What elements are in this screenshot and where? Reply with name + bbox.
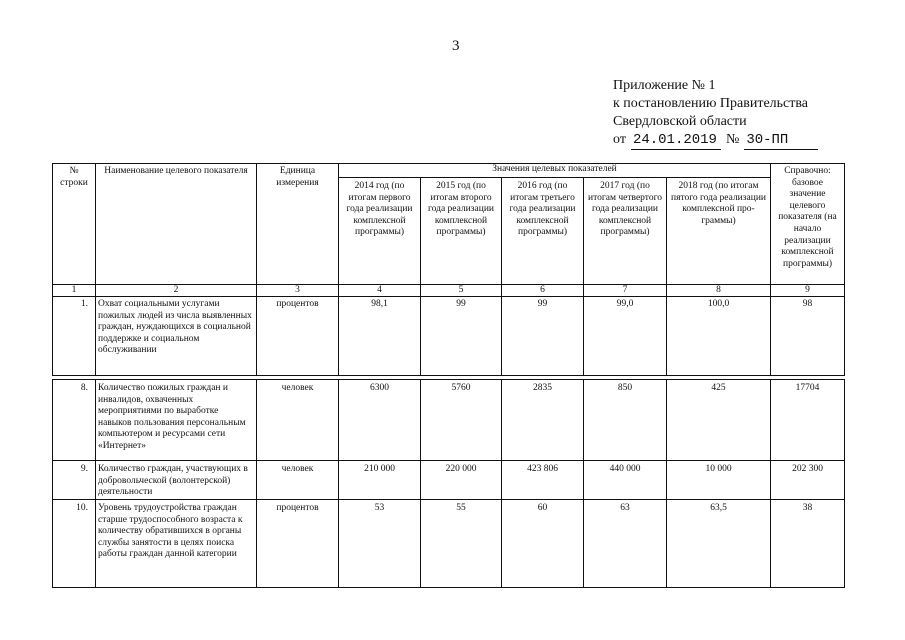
header-year-2016: 2016 год (по итогам третьего года реализации комплексной программы) — [502, 178, 584, 285]
value-2015: 220 000 — [421, 461, 502, 500]
value-2017: 440 000 — [584, 461, 667, 500]
indicator-name: Охват социальными услугами пожилых людей из числа выявленных граждан, нуждающихся в социальной поддержке и социальном обслуживании — [96, 297, 257, 376]
row-number: 8. — [53, 380, 96, 461]
value-2014: 98,1 — [339, 297, 421, 376]
value-2017: 99,0 — [584, 297, 667, 376]
table-row — [53, 297, 845, 376]
value-2018: 100,0 — [667, 297, 771, 376]
appendix-line-3: Свердловской области — [613, 114, 747, 129]
header-reference-base: Справочно: базовое значение целевого показателя (на начало реализации комплексной программы) — [771, 164, 845, 285]
header-year-2017: 2017 год (по итогам четвертого года реализации комплексной программы) — [584, 178, 667, 285]
column-index: 4 — [339, 285, 421, 297]
row-number: 10. — [53, 500, 96, 588]
table-row — [53, 500, 845, 588]
value-2014: 210 000 — [339, 461, 421, 500]
base-value: 17704 — [771, 380, 845, 461]
base-value: 98 — [771, 297, 845, 376]
value-2018: 425 — [667, 380, 771, 461]
appendix-line-2: к постановлению Правительства — [613, 96, 809, 111]
column-index: 7 — [584, 285, 667, 297]
column-index: 6 — [502, 285, 584, 297]
base-value: 38 — [771, 500, 845, 588]
value-2016: 423 806 — [502, 461, 584, 500]
appendix-title: Приложение № 1 — [613, 78, 716, 93]
value-2014: 6300 — [339, 380, 421, 461]
value-2018: 63,5 — [667, 500, 771, 588]
column-index: 3 — [257, 285, 339, 297]
value-2016: 60 — [502, 500, 584, 588]
unit: человек — [257, 380, 339, 461]
row-number: 9. — [53, 461, 96, 500]
value-2015: 99 — [421, 297, 502, 376]
decree-number: 30-ПП — [744, 131, 818, 150]
appendix-header — [613, 77, 818, 150]
indicators-table-bottom — [52, 379, 845, 588]
indicator-name: Количество граждан, участвующих в добровольческой (волонтерской) деятельности — [96, 461, 257, 500]
header-year-2018: 2018 год (по итогам пятого года реализации комплексной про-граммы) — [667, 178, 771, 285]
indicators-table-top — [52, 163, 845, 376]
number-prefix: № — [725, 132, 740, 147]
header-year-2015: 2015 год (по итогам второго года реализации комплексной программы) — [421, 178, 502, 285]
table-row — [53, 380, 845, 461]
page-number: 3 — [452, 38, 460, 54]
unit: процентов — [257, 500, 339, 588]
value-2014: 53 — [339, 500, 421, 588]
header-row-number: № строки — [53, 164, 96, 285]
column-index: 9 — [771, 285, 845, 297]
date-prefix: от — [613, 132, 626, 147]
value-2017: 63 — [584, 500, 667, 588]
value-2018: 10 000 — [667, 461, 771, 500]
header-indicator-name: Наименование целевого показателя — [96, 164, 257, 285]
value-2015: 55 — [421, 500, 502, 588]
table-row — [53, 461, 845, 500]
unit: человек — [257, 461, 339, 500]
decree-date: 24.01.2019 — [631, 131, 721, 150]
header-year-2014: 2014 год (по итогам первого года реализации комплексной программы) — [339, 178, 421, 285]
appendix-date-line — [613, 131, 818, 150]
column-index: 8 — [667, 285, 771, 297]
value-2015: 5760 — [421, 380, 502, 461]
column-index: 5 — [421, 285, 502, 297]
value-2016: 2835 — [502, 380, 584, 461]
row-number: 1. — [53, 297, 96, 376]
value-2017: 850 — [584, 380, 667, 461]
header-unit: Единица измерения — [257, 164, 339, 285]
column-index: 2 — [96, 285, 257, 297]
unit: процентов — [257, 297, 339, 376]
column-index: 1 — [53, 285, 96, 297]
header-values-group: Значения целевых показателей — [339, 164, 771, 178]
indicator-name: Уровень трудоустройства граждан старше трудоспособного возраста к количеству обратившихся в органы службы занятости в целях поиска работы граждан данной категории — [96, 500, 257, 588]
column-index-row — [53, 285, 845, 297]
value-2016: 99 — [502, 297, 584, 376]
base-value: 202 300 — [771, 461, 845, 500]
indicator-name: Количество пожилых граждан и инвалидов, охваченных мероприятиями по выработке навыков пользования персональным компьютером и ресурсами сети «Интернет» — [96, 380, 257, 461]
